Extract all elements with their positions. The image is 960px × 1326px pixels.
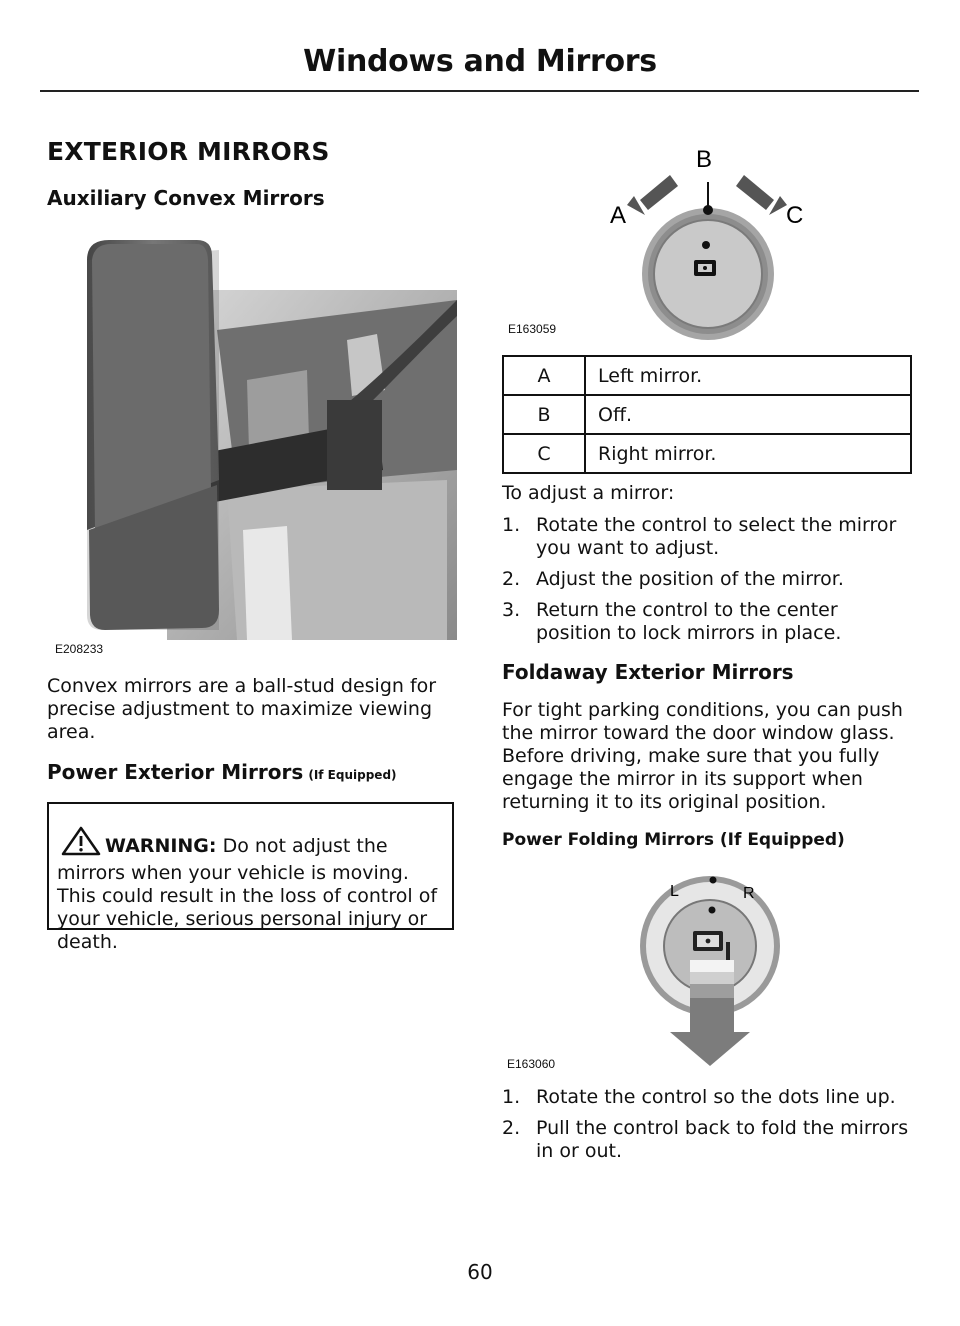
step-number: 2.: [502, 568, 521, 590]
fold-steps-list: [502, 1086, 914, 1163]
page-number: 60: [467, 1260, 493, 1284]
warning-icon: [61, 826, 101, 862]
dial-label-c: C: [786, 202, 804, 229]
image-code-e163059: E163059: [508, 322, 557, 336]
dial-label-a: A: [610, 202, 627, 229]
table-value: Left mirror.: [585, 356, 911, 395]
list-item: [502, 1117, 914, 1163]
table-key: C: [503, 434, 585, 473]
subheading-foldaway-mirrors: Foldaway Exterior Mirrors: [502, 660, 794, 684]
adjust-intro: To adjust a mirror:: [502, 482, 675, 504]
warning-box: [47, 802, 454, 953]
step-text: Pull the control back to fold the mirrors in or out.: [536, 1117, 909, 1162]
power-folding-control-illustration: [640, 868, 790, 1068]
foldaway-paragraph: For tight parking conditions, you can push the mirror toward the door window glass. Before driving, make sure that you fully engage the mirror in its support when returning it to its original position.: [502, 699, 903, 813]
list-item: [502, 1086, 914, 1109]
table-row: [503, 395, 911, 434]
table-value: Off.: [585, 395, 911, 434]
mirror-control-dial-illustration: [502, 140, 912, 340]
page-header-title: Windows and Mirrors: [303, 44, 657, 79]
list-item: [502, 568, 914, 591]
mirror-illustration: [47, 230, 457, 650]
table-row: [503, 356, 911, 395]
mirror-selection-table: [502, 355, 912, 474]
image-code-e208233: E208233: [55, 642, 104, 656]
subheading-power-folding-mirrors: Power Folding Mirrors (If Equipped): [502, 830, 845, 850]
step-number: 3.: [502, 599, 521, 621]
subheading-power-mirrors-text: Power Exterior Mirrors: [47, 760, 304, 784]
list-item: [502, 514, 914, 560]
step-number: 1.: [502, 1086, 521, 1108]
table-key: B: [503, 395, 585, 434]
convex-mirrors-paragraph: Convex mirrors are a ball-stud design for precise adjustment to maximize viewing area.: [47, 675, 437, 743]
step-text: Adjust the position of the mirror.: [536, 568, 844, 590]
image-code-e163060: E163060: [507, 1057, 556, 1071]
header-divider: [40, 90, 919, 92]
step-text: Return the control to the center position to lock mirrors in place.: [536, 599, 842, 644]
table-value: Right mirror.: [585, 434, 911, 473]
step-number: 1.: [502, 514, 521, 536]
subheading-convex-mirrors: Auxiliary Convex Mirrors: [47, 186, 325, 210]
subheading-power-mirrors: [47, 760, 397, 784]
step-number: 2.: [502, 1117, 521, 1139]
dial-label-b: B: [696, 146, 713, 173]
warning-label: WARNING:: [105, 835, 217, 857]
table-row: [503, 434, 911, 473]
knob-label-l: L: [670, 883, 679, 900]
section-heading: EXTERIOR MIRRORS: [47, 137, 330, 166]
warning-text: Do not adjust the mirrors when your vehicle is moving. This could result in the loss of control of your vehicle, serious personal injury or death.: [57, 835, 438, 953]
if-equipped-tag: (If Equipped): [308, 768, 397, 782]
table-key: A: [503, 356, 585, 395]
adjust-steps-list: [502, 514, 914, 645]
knob-label-r: R: [743, 885, 755, 902]
step-text: Rotate the control so the dots line up.: [536, 1086, 896, 1108]
step-text: Rotate the control to select the mirror you want to adjust.: [536, 514, 897, 559]
list-item: [502, 599, 914, 645]
